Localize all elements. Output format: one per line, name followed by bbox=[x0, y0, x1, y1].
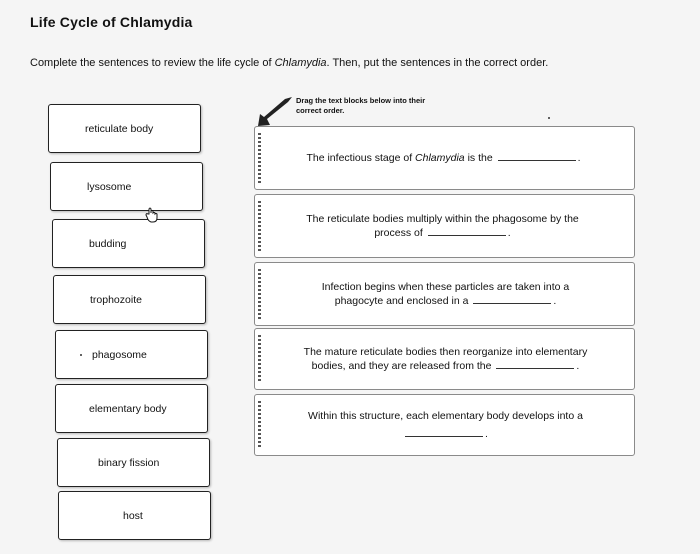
instructions: Complete the sentences to review the life cycle of Chlamydia. Then, put the sentences in the correct order. bbox=[30, 57, 549, 69]
drag-handle-icon[interactable] bbox=[258, 335, 261, 383]
stray-dot bbox=[80, 354, 82, 356]
word-bank-item[interactable]: host bbox=[58, 491, 211, 540]
sentence-block[interactable]: Infection begins when these particles are taken into a phagocyte and enclosed in a . bbox=[254, 262, 635, 326]
stray-dot bbox=[548, 117, 550, 119]
word-bank-item[interactable]: budding bbox=[52, 219, 205, 268]
page-title: Life Cycle of Chlamydia bbox=[30, 14, 193, 30]
word-bank-item[interactable]: lysosome bbox=[50, 162, 203, 211]
drag-arrow-icon bbox=[254, 95, 294, 129]
drag-handle-icon[interactable] bbox=[258, 201, 261, 251]
word-bank-item[interactable]: elementary body bbox=[55, 384, 208, 433]
drag-handle-icon[interactable] bbox=[258, 269, 261, 319]
word-bank-item[interactable]: binary fission bbox=[57, 438, 210, 487]
drag-handle-icon[interactable] bbox=[258, 401, 261, 449]
drag-handle-icon[interactable] bbox=[258, 133, 261, 183]
word-bank-item[interactable]: phagosome bbox=[55, 330, 208, 379]
sentence-block[interactable]: The reticulate bodies multiply within the phagosome by the process of . bbox=[254, 194, 635, 258]
sentence-block[interactable]: The mature reticulate bodies then reorganize into elementary bodies, and they are released from the . bbox=[254, 328, 635, 390]
word-bank-item[interactable]: reticulate body bbox=[48, 104, 201, 153]
sentence-block[interactable]: Within this structure, each elementary body develops into a . bbox=[254, 394, 635, 456]
drag-hint: Drag the text blocks below into their correct order. bbox=[296, 96, 426, 115]
sentence-block[interactable]: The infectious stage of Chlamydia is the . bbox=[254, 126, 635, 190]
hand-cursor-icon bbox=[145, 207, 159, 223]
word-bank-item[interactable]: trophozoite bbox=[53, 275, 206, 324]
